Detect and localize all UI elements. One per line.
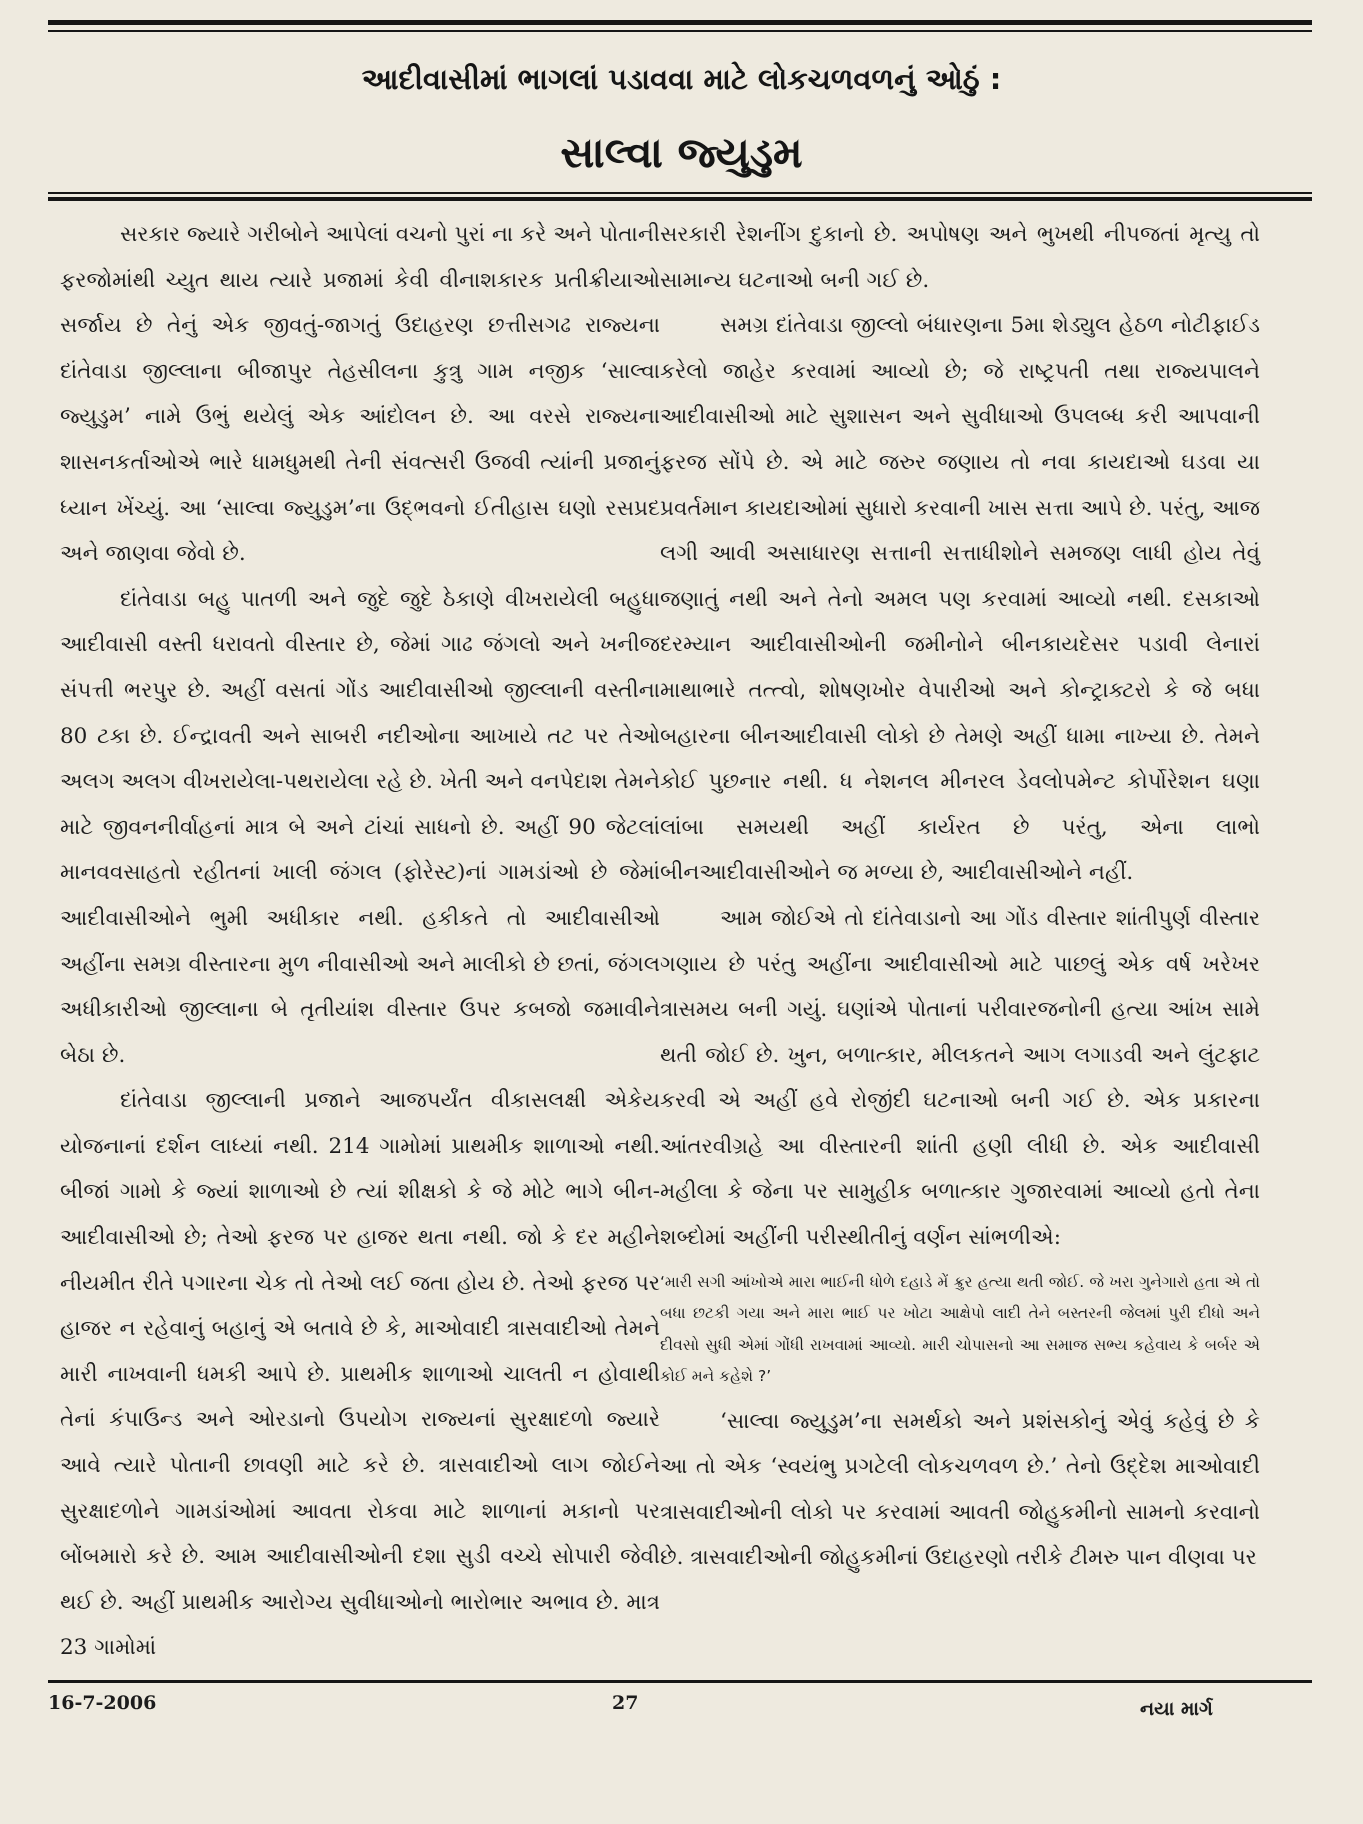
paragraph-continuation: સરકારી રેશનીંગ દુકાનો છે. અપોષણ અને ભુખથી નીપજતાં મૃત્યુ તો સામાન્ય ઘટનાઓ બની ગઈ છે.	[660, 222, 1260, 293]
paragraph: સરકાર જ્યારે ગરીબોને આપેલાં વચનો પુરાં ના કરે અને પોતાની ફરજોમાંથી ચ્યુત થાય ત્યારે પ્રજામાં કેવી વીનાશકારક પ્રતીક્રીયાઓ સર્જાય છે તેનું એક જીવતું-જાગતું ઉદાહરણ છત્તીસગઢ રાજ્યના દાંતેવાડા જીલ્લાના બીજાપુર તેહસીલના કુત્રુ ગામ નજીક ‘સાલ્વા જ્યુડુમ’ નામે ઉભું થયેલું એક આંદોલન છે. આ વરસે રાજ્યના શાસનકર્તાઓએ ભારે ધામધુમથી તેની સંવત્સરી ઉજવી ત્યાંની પ્રજાનું ધ્યાન ખેંચ્યું. આ ‘સાલ્વા જ્યુડુમ’ના ઉદ્‌ભવનો ઈતીહાસ ઘણો રસપ્રદ અને જાણવા જેવો છે.	[60, 222, 660, 567]
paragraph: આમ જોઈએ તો દાંતેવાડાનો આ ગોંડ વીસ્તાર શાંતીપુર્ણ વીસ્તાર ગણાય છે પરંતુ અહીંના આદીવાસીઓ માટે પાછલું એક વર્ષ ખરેખર ત્રાસમય બની ગયું. ઘણાંએ પોતાનાં પરીવારજનોની હત્યા આંખ સામે થતી જોઈ છે. ખુન, બળાત્કાર, મીલકતને આગ લગાડવી અને લુંટફાટ કરવી એ અહીં હવે રોજીંદી ઘટનાઓ બની ગઈ છે. એક પ્રકારના આંતરવીગ્રહે આ વીસ્તારની શાંતી હણી લીધી છે. એક આદીવાસી મહીલા કે જેના પર સામુહીક બળાત્કાર ગુજારવામાં આવ્યો હતો તેના શબ્દોમાં અહીંની પરીસ્થીતીનું વર્ણન સાંભળીએ:	[660, 905, 1260, 1251]
block-quote: ‘મારી સગી આંખોએ મારા ભાઈની ધોળે દહાડે મેં ક્રુર હત્યા થતી જોઈ. જે ખરા ગુનેગારો હતા એ તો બધા છટકી ગયા અને મારા ભાઈ પર ખોટા આક્ષેપો લાદી તેને બસ્તરની જેલમાં પુરી દીધો અને દીવસો સુધી એમાં ગોંધી રાખવામાં આવ્યો. મારી ચોપાસનો આ સમાજ સભ્ય કહેવાય કે બર્બર એ કોઈ મને કહેશે ?’	[660, 1272, 1260, 1386]
footer-rule	[48, 1680, 1312, 1683]
footer-date: 16-7-2006	[48, 1692, 157, 1714]
page-title: સાલ્વા જ્યુડુમ	[560, 128, 803, 177]
publication-name: નયા માર્ગ	[1140, 1698, 1213, 1720]
title-rule-thick	[48, 197, 1312, 201]
headline-kicker: આદીવાસીમાં ભાગલાં પડાવવા માટે લોકચળવળનું ઓઠું :	[361, 62, 1002, 96]
left-column	[60, 212, 660, 1671]
paragraph: દાંતેવાડા જીલ્લાની પ્રજાને આજપર્યંત વીકાસલક્ષી એકેય યોજનાનાં દર્શન લાધ્યાં નથી. 214 ગામોમાં પ્રાથમીક શાળાઓ નથી. બીજાં ગામો કે જ્યાં શાળાઓ છે ત્યાં શીક્ષકો કે જે મોટે ભાગે બીન-આદીવાસીઓ છે; તેઓ ફરજ પર હાજર થતા નથી. જો કે દર મહીને નીયમીત રીતે પગારના ચેક તો તેઓ લઈ જતા હોય છે. તેઓ ફરજ પર હાજર ન રહેવાનું બહાનું એ બતાવે છે કે, માઓવાદી ત્રાસવાદીઓ તેમને મારી નાખવાની ધમકી આપે છે. પ્રાથમીક શાળાઓ ચાલતી ન હોવાથી તેનાં કંપાઉન્ડ અને ઓરડાનો ઉપયોગ રાજ્યનાં સુરક્ષાદળો જ્યારે આવે ત્યારે પોતાની છાવણી માટે કરે છે. ત્રાસવાદીઓ લાગ જોઈને સુરક્ષાદળોને ગામડાંઓમાં આવતા રોકવા માટે શાળાનાં મકાનો પર બોંબમારો કરે છે. આમ આદીવાસીઓની દશા સુડી વચ્ચે સોપારી જેવી થઈ છે. અહીં પ્રાથમીક આરોગ્ય સુવીધાઓનો ભારોભાર અભાવ છે. માત્ર 23 ગામોમાં	[60, 1088, 660, 1661]
title-rule-thin	[48, 192, 1312, 194]
paragraph: સમગ્ર દાંતેવાડા જીલ્લો બંધારણના 5મા શેડ્યુલ હેઠળ નોટીફાઈડ કરેલો જાહેર કરવામાં આવ્યો છે; જે રાષ્ટ્રપતી તથા રાજ્યપાલને આદીવાસીઓ માટે સુશાસન અને સુવીધાઓ ઉપલબ્ધ કરી આપવાની ફરજ સોંપે છે. એ માટે જરુર જણાય તો નવા કાયદાઓ ઘડવા યા પ્રવર્તમાન કાયદાઓમાં સુધારો કરવાની ખાસ સત્તા આપે છે. પરંતુ, આજ લગી આવી અસાધારણ સત્તાની સત્તાધીશોને સમજણ લાધી હોય તેવું જણાતું નથી અને તેનો અમલ પણ કરવામાં આવ્યો નથી. દસકાઓ દરમ્યાન આદીવાસીઓની જમીનોને બીનકાયદેસર પડાવી લેનારાં માથાભારે તત્ત્વો, શોષણખોર વેપારીઓ અને કોન્ટ્રાક્ટરો કે જે બધા બહારના બીનઆદીવાસી લોકો છે તેમણે અહીં ધામા નાખ્યા છે. તેમને કોઈ પુછનાર નથી. ધ નેશનલ મીનરલ ડેવલોપમેન્ટ કોર્પોરેશન ઘણા લાંબા સમયથી અહીં કાર્યરત છે પરંતુ, એના લાભો બીનઆદીવાસીઓને જ મળ્યા છે, આદીવાસીઓને નહીં.	[660, 313, 1260, 886]
top-rule-thin	[48, 30, 1312, 32]
paragraph: ‘સાલ્વા જ્યુડુમ’ના સમર્થકો અને પ્રશંસકોનું એવું કહેવું છે કે આ તો એક ‘સ્વયંભુ પ્રગટેલી લોકચળવળ છે.’ તેનો ઉદ્દેશ માઓવાદી ત્રાસવાદીઓની લોકો પર કરવામાં આવતી જોહુકમીનો સામનો કરવાનો છે. ત્રાસવાદીઓની જોહુકમીનાં ઉદાહરણો તરીકે ટીમરુ પાન વીણવા પર	[660, 1408, 1260, 1571]
right-column	[660, 212, 1260, 1581]
top-rule-thick	[48, 20, 1312, 25]
paragraph: દાંતેવાડા બહુ પાતળી અને જુદે જુદે ઠેકાણે વીખરાયેલી બહુધા આદીવાસી વસ્તી ધરાવતો વીસ્તાર છે, જેમાં ગાઢ જંગલો અને ખનીજ સંપત્તી ભરપુર છે. અહીં વસતાં ગોંડ આદીવાસીઓ જીલ્લાની વસ્તીના 80 ટકા છે. ઈન્દ્રાવતી અને સાબરી નદીઓના આખાયે તટ પર તેઓ અલગ અલગ વીખરાયેલા-પથરાયેલા રહે છે. ખેતી અને વનપેદાશ તેમને માટે જીવનનીર્વાહનાં માત્ર બે અને ટાંચાં સાધનો છે. અહીં 90 જેટલાં માનવવસાહતો રહીતનાં ખાલી જંગલ (ફોરેસ્ટ)નાં ગામડાંઓ છે જેમાં આદીવાસીઓને ભુમી અધીકાર નથી. હકીકતે તો આદીવાસીઓ અહીંના સમગ્ર વીસ્તારના મુળ નીવાસીઓ અને માલીકો છે છતાં, જંગલ અધીકારીઓ જીલ્લાના બે તૃતીયાંશ વીસ્તાર ઉપર કબજો જમાવીને બેઠા છે.	[60, 586, 660, 1068]
page-number: 27	[612, 1692, 639, 1714]
